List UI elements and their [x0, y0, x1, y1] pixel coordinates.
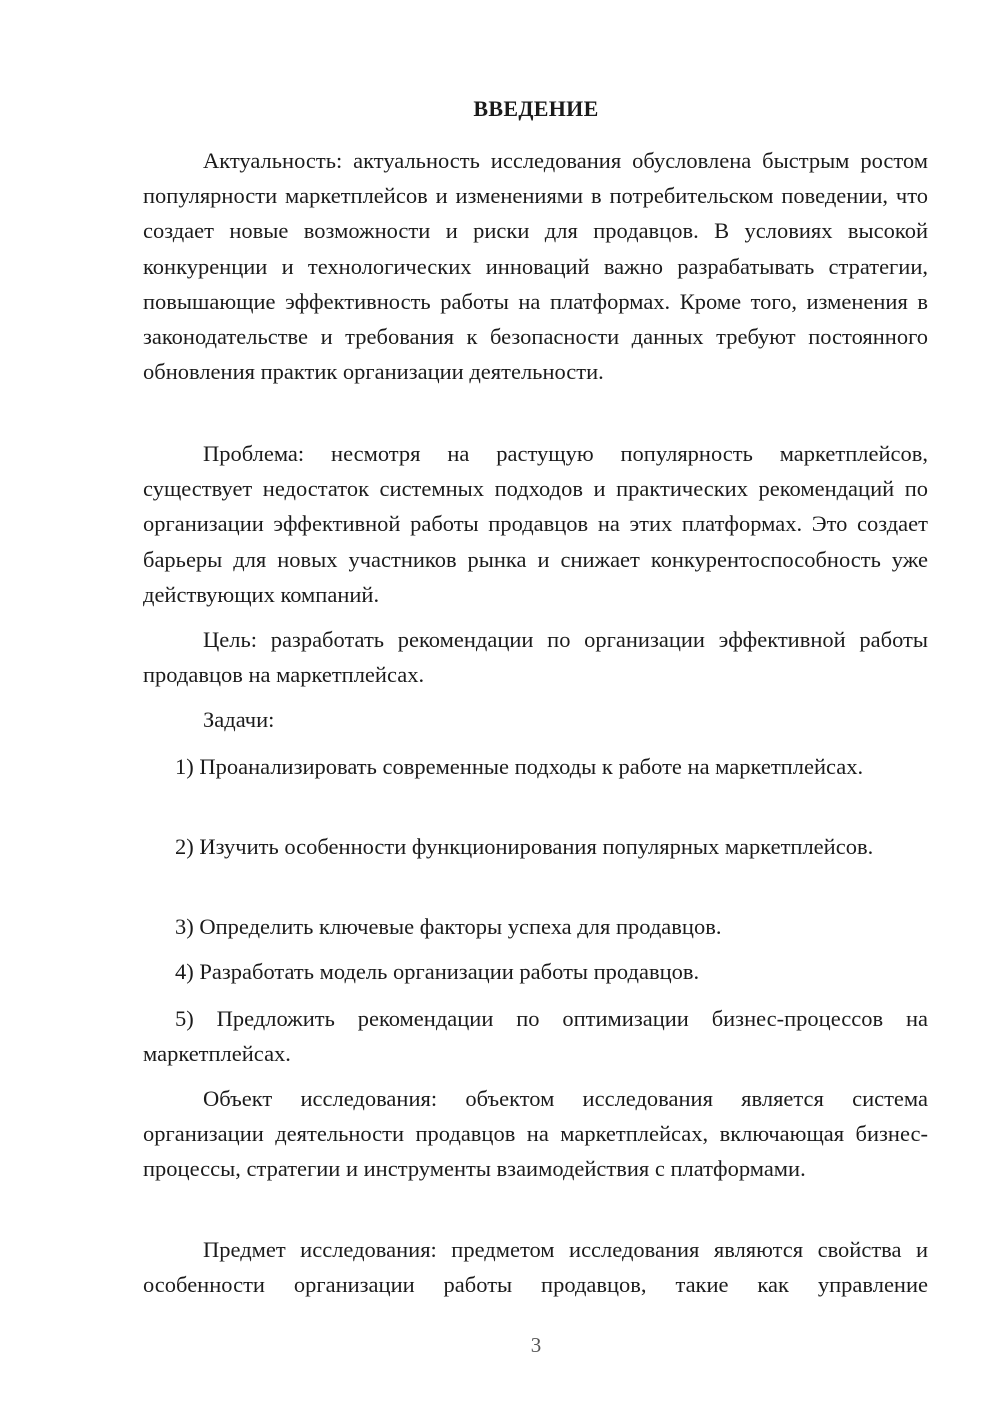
- paragraph-subject: Предмет исследования: предметом исследования являются свойства и особенности организации работы продавцов, такие как управление: [143, 1237, 928, 1298]
- task-item-1: 1) Проанализировать современные подходы к работе на маркетплейсах.: [175, 754, 864, 779]
- paragraph-object: Объект исследования: объектом исследования является система организации деятельности продавцов на маркетплейсах, включающая бизнес-процессы, стратегии и инструменты взаимодействия с платформами.: [143, 1086, 928, 1182]
- task-item-4: 4) Разработать модель организации работы продавцов.: [175, 959, 700, 984]
- task-item-3: 3) Определить ключевые факторы успеха для продавцов.: [175, 914, 722, 939]
- task-item-5: 5) Предложить рекомендации по оптимизации бизнес-процессов на маркетплейсах.: [143, 1006, 928, 1067]
- tasks-label: Задачи:: [203, 707, 275, 732]
- section-heading: ВВЕДЕНИЕ: [473, 96, 599, 121]
- paragraph-goal: Цель: разработать рекомендации по организации эффективной работы продавцов на маркетплейсах.: [143, 627, 928, 688]
- task-item-2: 2) Изучить особенности функционирования популярных маркетплейсов.: [175, 834, 874, 859]
- paragraph-relevance: Актуальность: актуальность исследования обусловлена быстрым ростом популярности маркетплейсов и изменениями в потребительском поведении, что создает новые возможности и риски для продавцов. В условиях высокой конкуренции и технологических инноваций важно разрабатывать стратегии, повышающие эффективность работы на платформах. Кроме того, изменения в законодательстве и требования к безопасности данных требуют постоянного обновления практик организации деятельности.: [143, 148, 928, 385]
- paragraph-problem: Проблема: несмотря на растущую популярность маркетплейсов, существует недостаток системных подходов и практических рекомендаций по организации эффективной работы продавцов на этих платформах. Это создает барьеры для новых участников рынка и снижает конкурентоспособность уже действующих компаний.: [143, 441, 928, 607]
- page-number: 3: [530, 1333, 542, 1357]
